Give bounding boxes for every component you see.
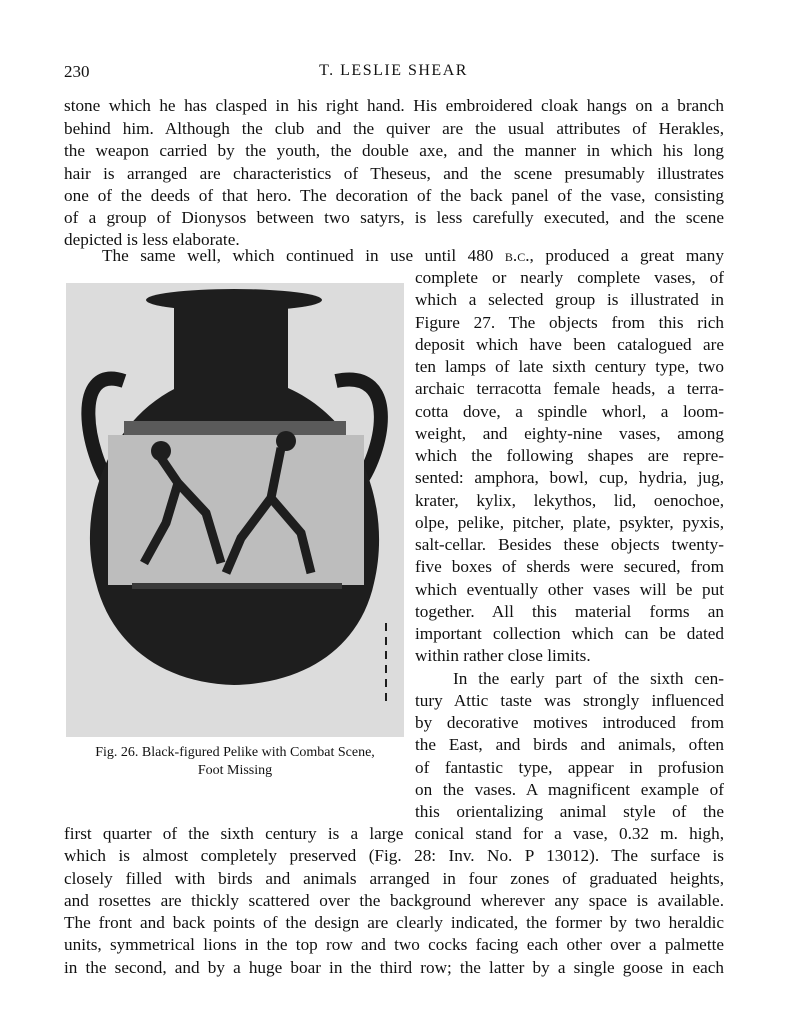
text-line: of fantastic type, appear in profusion [415, 758, 724, 777]
text-line: units, symmetrical lions in the top row and two cocks facing each other over a palmette [64, 935, 724, 954]
text-line: one of the deeds of that hero. The decoration of the back panel of the vase, consisting [64, 186, 724, 205]
text-line: In the early part of the sixth cen- [453, 669, 724, 688]
text-line: krater, kylix, lekythos, lid, oenochoe, [415, 491, 724, 510]
text-line: which a selected group is illustrated in [415, 290, 724, 309]
text-line: sented: amphora, bowl, cup, hydria, jug, [415, 468, 724, 487]
caption-line: Fig. 26. Black-figured Pelike with Combat Scene, [95, 745, 375, 760]
text-line: the weapon carried by the youth, the double axe, and the manner in which his long [64, 141, 724, 160]
text-line: archaic terracotta female heads, a terra- [415, 379, 724, 398]
text-line: salt-cellar. Besides these objects twenty- [415, 535, 724, 554]
text-line: by decorative motives introduced from [415, 713, 724, 732]
text-line: closely filled with birds and animals arranged in four zones of graduated heights, [64, 869, 724, 888]
pelike-illustration [66, 283, 404, 737]
text-line: in the second, and by a huge boar in the third row; the latter by a single goose in each [64, 958, 724, 977]
text-line: important collection which can be dated [415, 624, 724, 643]
text-line: behind him. Although the club and the quiver are the usual attributes of Herakles, [64, 119, 724, 138]
text-line: hair is arranged are characteristics of Theseus, and the scene presumably illustrates [64, 164, 724, 183]
text-line: weight, and eighty-nine vases, among [415, 424, 724, 443]
text-line: The front and back points of the design are clearly indicated, the former by two heraldic [64, 913, 724, 932]
text-line: five boxes of sherds were secured, from [415, 557, 724, 576]
text-line: complete or nearly complete vases, of [415, 268, 724, 287]
bc-abbreviation: b.c. [504, 246, 530, 265]
running-title: T. LESLIE SHEAR [319, 62, 468, 79]
text-line: and rosettes are thickly scattered over the background wherever any space is available. [64, 891, 724, 910]
text-segment: , produced a great many [529, 246, 724, 265]
text-line: olpe, pelike, pitcher, plate, psykter, pyxis, [415, 513, 724, 532]
text-line [102, 245, 724, 266]
text-line: within rather close limits. [415, 646, 591, 665]
text-line: on the vases. A magnificent example of [415, 780, 724, 799]
figure-caption [60, 744, 410, 780]
text-line: Figure 27. The objects from this rich [415, 313, 724, 332]
page-number: 230 [64, 62, 90, 81]
text-line: deposit which have been catalogued are [415, 335, 724, 354]
text-line: first quarter of the sixth century is a large conical stand for a vase, 0.32 m. high, [64, 824, 724, 843]
text-line: ten lamps of late sixth century type, two [415, 357, 724, 376]
caption-line: Foot Missing [197, 763, 273, 778]
text-line: which is almost completely preserved (Fig. 28: Inv. No. P 13012). The surface is [64, 846, 724, 865]
text-segment: The same well, which continued in use until 480 [102, 246, 494, 265]
text-line: depicted is less elaborate. [64, 230, 240, 249]
text-line: which eventually other vases will be put [415, 580, 724, 599]
text-line: the East, and birds and animals, often [415, 735, 724, 754]
text-line: cotta dove, a spindle whorl, a loom- [415, 402, 724, 421]
vase-photograph [66, 283, 404, 737]
text-line: this orientalizing animal style of the [415, 802, 724, 821]
text-line: which the following shapes are repre- [415, 446, 724, 465]
text-line: tury Attic taste was strongly influenced [415, 691, 724, 710]
text-line: together. All this material forms an [415, 602, 724, 621]
text-line: of a group of Dionysos between two satyrs, is less carefully executed, and the scene [64, 208, 724, 227]
text-line: stone which he has clasped in his right hand. His embroidered cloak hangs on a branch [64, 96, 724, 115]
